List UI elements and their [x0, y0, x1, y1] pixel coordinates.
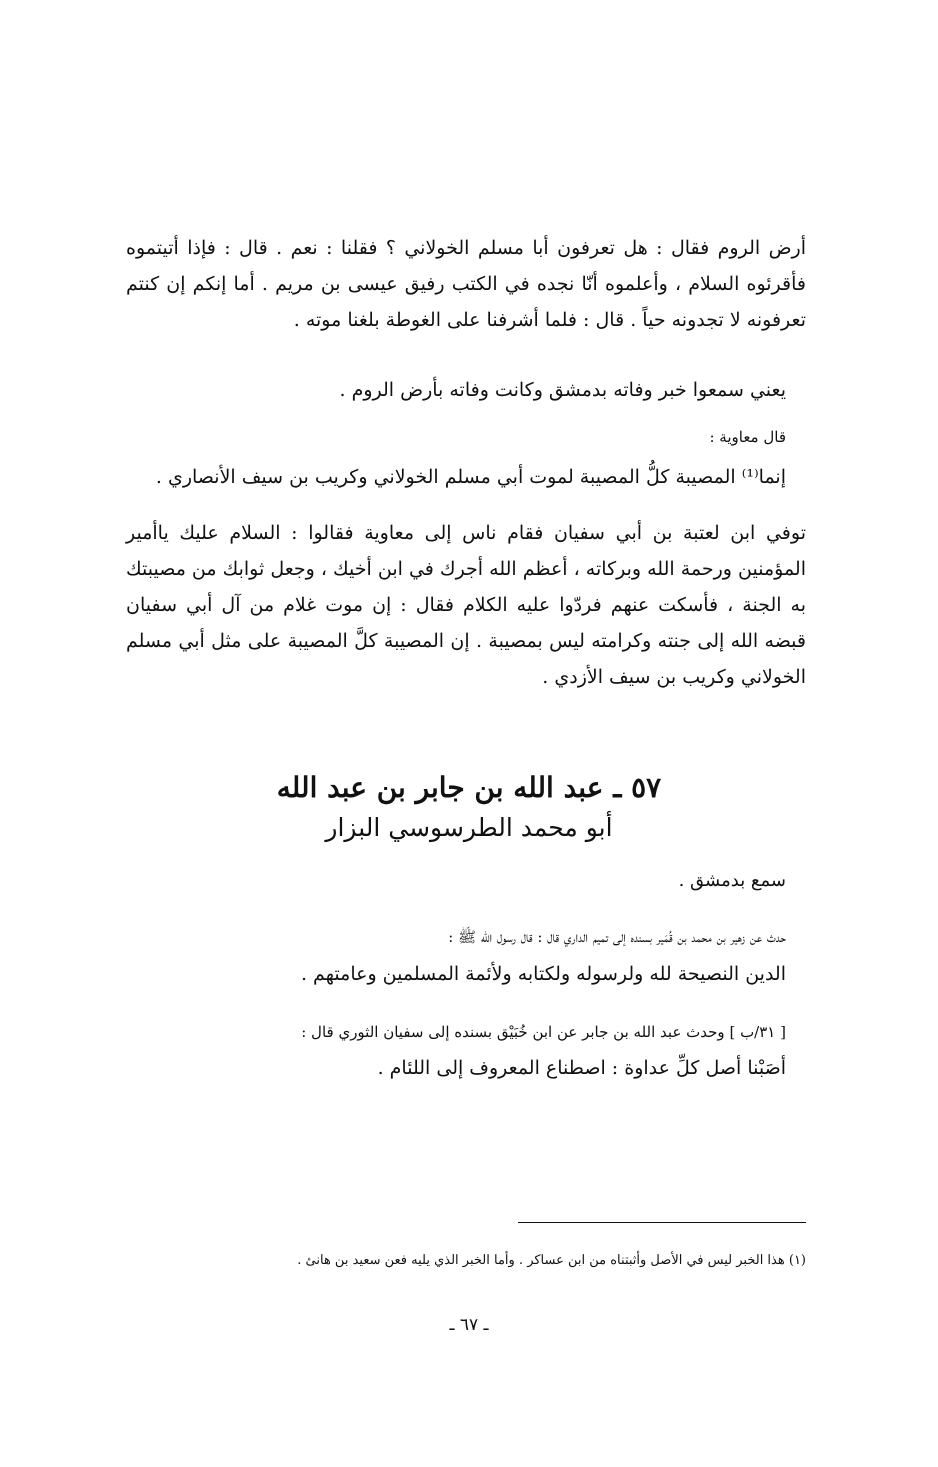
- entry-subheading: أبو محمد الطرسوسي البزار: [325, 813, 613, 842]
- paragraph-3-body: إنما⁽¹⁾ المصيبة كلُّ المصيبة لموت أبي مسلم الخولاني وكريب بن سيف الأنصاري .: [155, 466, 786, 488]
- footnote-divider: [518, 1222, 806, 1223]
- paragraph-2: يعني سمعوا خبر وفاته بدمشق وكانت وفاته بأرض الروم .: [339, 379, 786, 401]
- paragraph-6-body: الدين النصيحة لله ولرسوله ولكتابه ولأئمة المسلمين وعامتهم .: [300, 963, 786, 985]
- paragraph-6-heading: حدث عن زهير بن محمد بن قُمَير بسنده إلى تميم الداري قال : قال رسول الله ﷺ :: [448, 928, 786, 946]
- paragraph-3-heading: قال معاوية :: [709, 428, 786, 446]
- page-number: ـ ٦٧ ـ: [449, 1315, 489, 1335]
- footnote: (١) هذا الخبر ليس في الأصل وأثبتناه من ابن عساكر . وأما الخبر الذي يليه فعن سعيد بن هانئ .: [297, 1253, 806, 1268]
- paragraph-7-body: أصَبْنا أصل كلِّ عداوة : اصطناع المعروف إلى اللئام .: [377, 1057, 786, 1079]
- paragraph-7-heading: [ ٣١/ب ] وحدث عبد الله بن جابر عن ابن خُبَيْق بسنده إلى سفيان الثوري قال :: [301, 1023, 786, 1041]
- paragraph-5: سمع بدمشق .: [678, 870, 786, 891]
- entry-heading: ٥٧ ـ عبد الله بن جابر بن عبد الله: [276, 771, 662, 804]
- paragraph-4: توفي ابن لعتبة بن أبي سفيان فقام ناس إلى معاوية فقالوا : السلام عليك ياأمير المؤمنين ورحمة الله وبركاته ، أعظم الله أجرك في ابن أخيك ، وجعل ثوابك من مصيبتك به الجنة ، فأسكت عنهم فردّوا عليه الكلام فقال : إن موت غلام من آل أبي سفيان قبضه الله إلى جنته وكرامته ليس بمصيبة . إن المصيبة كلَّ المصيبة على مثل أبي مسلم الخولاني وكريب بن سيف الأزدي .: [126, 522, 806, 688]
- paragraph-1: أرض الروم فقال : هل تعرفون أبا مسلم الخولاني ؟ فقلنا : نعم . قال : فإذا أتيتموه فأقرئوه السلام ، وأعلموه أنّا نجده في الكتب رفيق عيسى بن مريم . أما إنكم إن كنتم تعرفونه لا تجدونه حياً . قال : فلما أشرفنا على الغوطة بلغنا موته .: [126, 237, 806, 331]
